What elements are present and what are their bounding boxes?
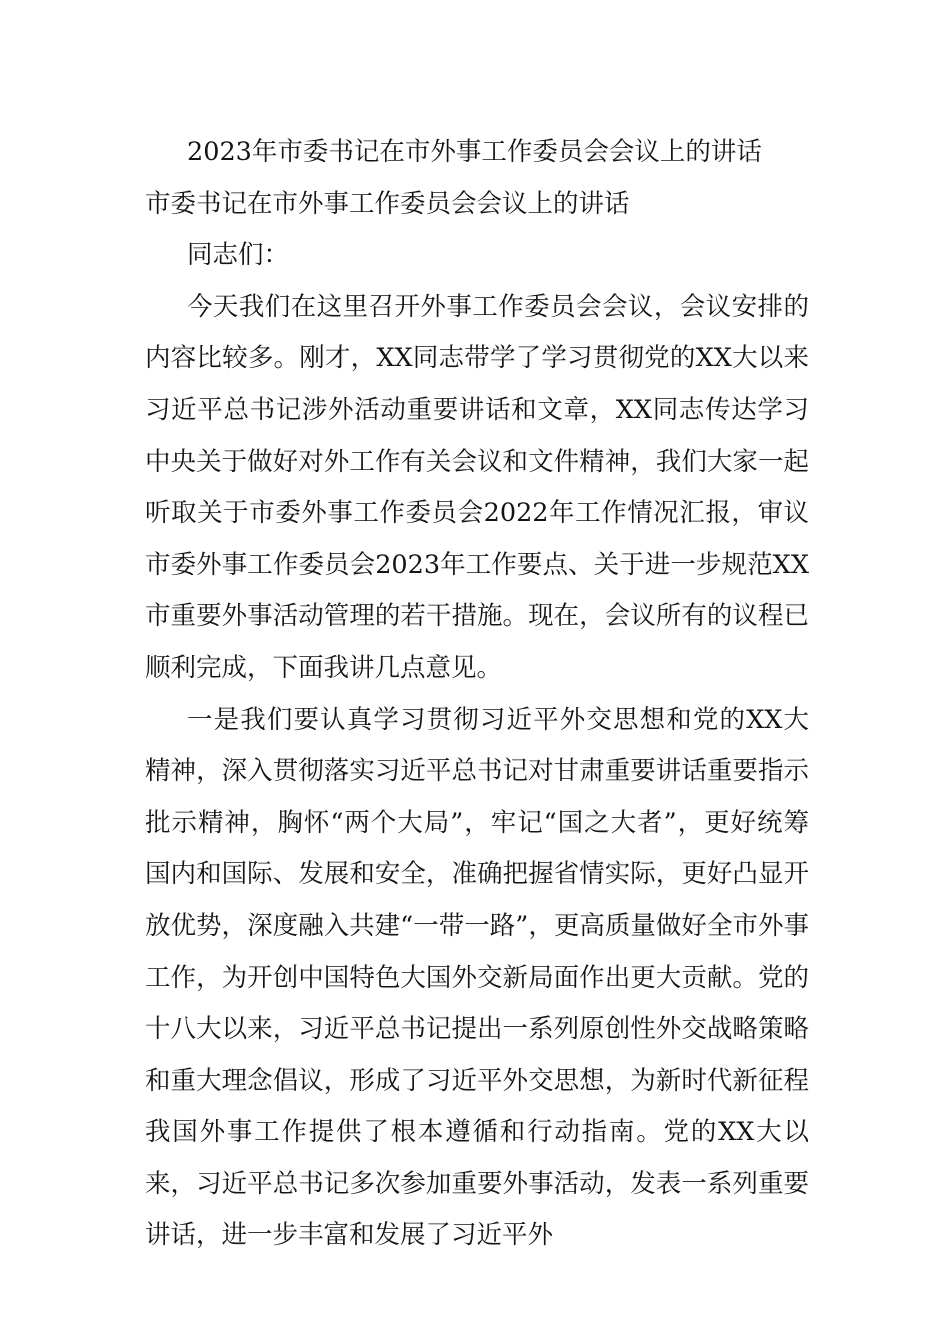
document-body bbox=[145, 127, 809, 1262]
salutation: 同志们： bbox=[187, 240, 290, 271]
paragraph-point-one: 一是我们要认真学习贯彻习近平外交思想和党的XX大精神，深入贯彻落实习近平总书记对甘肃重要讲话重要指示批示精神，胸怀“两个大局”，牢记“国之大者”，更好统筹国内和国际、发展和安全，准确把握省情实际，更好凸显开放优势，深度融入共建“一带一路”，更高质量做好全市外事工作，为开创中国特色大国外交新局面作出更大贡献。党的十八大以来，习近平总书记提出一系列原创性外交战略策略和重大理念倡议，形成了习近平外交思想，为新时代新征程我国外事工作提供了根本遵循和行动指南。党的XX大以来，习近平总书记多次参加重要外事活动，发表一系列重要讲话，进一步丰富和发展了习近平外 bbox=[145, 704, 809, 1251]
paragraph-opening: 今天我们在这里召开外事工作委员会会议，会议安排的内容比较多。刚才，XX同志带学了学习贯彻党的XX大以来习近平总书记涉外活动重要讲话和文章，XX同志传达学习中央关于做好对外工作有关会议和文件精神，我们大家一起听取关于市委外事工作委员会2022年工作情况汇报，审议市委外事工作委员会2023年工作要点、关于进一步规范XX市重要外事活动管理的若干措施。现在，会议所有的议程已顺利完成，下面我讲几点意见。 bbox=[145, 291, 809, 683]
document-title: 2023年市委书记在市外事工作委员会会议上的讲话 bbox=[187, 137, 762, 167]
document-subtitle: 市委书记在市外事工作委员会会议上的讲话 bbox=[145, 188, 630, 219]
